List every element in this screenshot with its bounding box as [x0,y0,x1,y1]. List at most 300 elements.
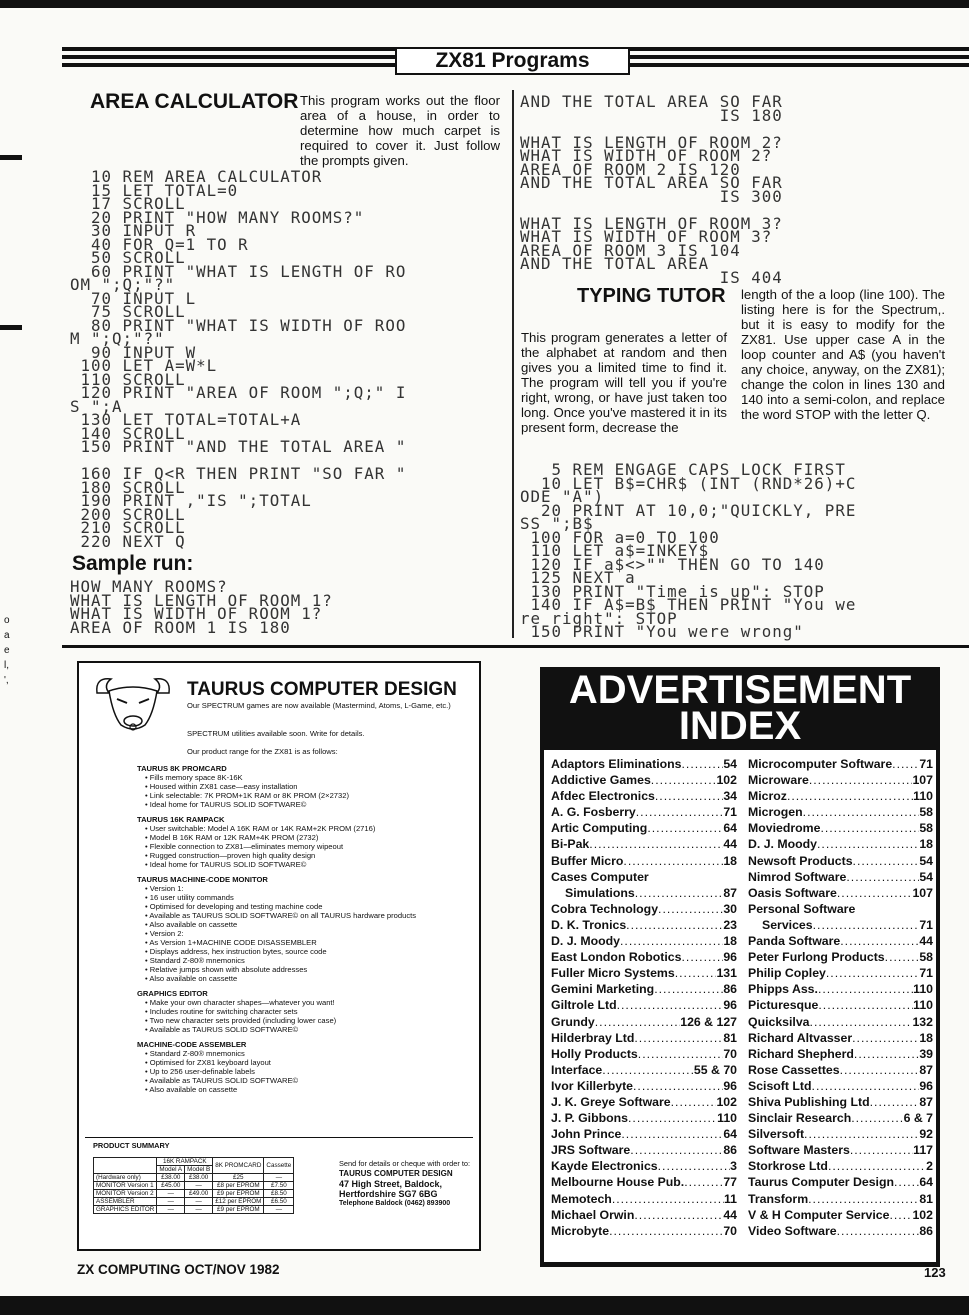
leader-dots [617,997,724,1013]
advertiser-name: D. J. Moody [551,934,621,949]
header-rule [630,55,969,59]
index-entry [748,1223,933,1239]
product-features [137,824,473,869]
page-ref: 3 [730,1159,737,1174]
code-line: 50 SCROLL [70,248,186,267]
summary-row [94,1174,294,1182]
code-line: IS 300 [520,186,783,206]
section-title: ZX81 Programs [395,47,630,75]
index-entry [551,804,737,820]
page-ref: 96 [723,950,737,965]
summary-header [94,1158,157,1174]
summary-cell: — [157,1206,185,1214]
code-line: S ";A [70,396,123,416]
index-entry [551,1062,737,1078]
page-ref: 2 [926,1159,933,1174]
code-line: 20 PRINT "HOW MANY ROOMS?" [70,207,365,227]
column-divider [512,90,514,638]
leader-dots [623,853,723,869]
code-line: WHAT IS WIDTH OF ROOM 2? [520,146,773,165]
index-entry [551,1223,737,1239]
contact-intro: Send for details or cheque with order to: [339,1159,471,1168]
area-calculator-intro: This program works out the floor area of a house, in order to determine how much carpet is required to cover it. Just follow the prompts given. [300,93,500,168]
feature-item: • Relative jumps shown with absolute addresses [145,965,473,974]
summary-cell: £8.50 [264,1190,294,1198]
page-ref: 39 [919,1046,933,1061]
index-entry [551,1142,737,1158]
advertiser-name: Silversoft [748,1127,805,1142]
leader-dots [602,1062,694,1078]
index-entry [748,981,933,997]
page-ref: 64 [919,1175,933,1190]
product-heading: TAURUS MACHINE-CODE MONITOR [137,875,268,884]
code-line: WHAT IS WIDTH OF ROOM 3? [520,227,773,246]
summary-subheader: Model B [185,1166,213,1174]
title-line-2: INDEX [678,704,802,748]
summary-cell: £7.50 [264,1182,294,1190]
leader-dots [634,1207,723,1223]
margin-mark [0,325,22,330]
page-ref: 96 [919,1078,933,1093]
advertiser-name: Rose Cassettes [748,1062,840,1077]
summary-cell: £9 per EPROM [213,1206,264,1214]
code-line: 110 LET a$=INKEY$ [520,541,710,560]
summary-row [94,1198,294,1206]
feature-item: • Ideal home for TAURUS SOLID SOFTWARE© [145,800,473,809]
page-ref: 102 [716,1094,737,1109]
summary-cell: £6.50 [264,1198,294,1206]
advertiser-name: Oasis Software [748,885,837,900]
index-entry [551,836,737,852]
index-entry [748,949,933,965]
leader-dots [671,1094,717,1110]
advertiser-name: A. G. Fosberry [551,805,636,820]
product-summary-title: PRODUCT SUMMARY [93,1141,170,1150]
bull-logo-icon [93,673,173,735]
summary-cell: MONITOR Version 2 [94,1190,157,1198]
advertiser-name: J. P. Gibbons [551,1111,628,1126]
page-ref: 71 [723,805,737,820]
leader-dots [894,1174,919,1190]
leader-dots [803,804,920,820]
product-features [137,998,473,1034]
leader-dots [837,1223,920,1239]
code-line: M ";Q;"?" [70,329,165,348]
leader-dots [892,756,919,772]
leader-dots [675,965,717,981]
leader-dots [654,981,723,997]
code-line: 160 IF Q<R THEN PRINT "SO FAR " [70,464,407,483]
header-rule [62,47,395,51]
code-line: 40 FOR Q=1 TO R [70,234,249,254]
advertiser-name: V & H Computer Service [748,1207,890,1222]
index-entry [551,1110,737,1126]
advertiser-name: Afdec Electronics [551,789,655,804]
leader-dots [787,788,913,804]
leader-dots [837,885,913,901]
advertiser-name: Gemini Marketing [551,982,655,997]
advertiser-name: Microcomputer Software [748,757,893,771]
advertiser-name: Picturesque [748,998,819,1013]
index-entry [748,933,933,949]
leader-dots [820,820,919,836]
page-ref: 86 [919,1223,933,1238]
leader-dots [812,1078,920,1094]
page-ref: 86 [723,1143,737,1158]
index-entry [551,885,737,901]
index-entry [748,756,933,772]
page-ref: 110 [913,982,933,997]
page-ref: 18 [723,853,737,868]
index-entry [748,853,933,869]
advertiser-name: J. K. Greye Software [551,1094,671,1109]
code-line: 140 IF A$=B$ THEN PRINT "You we [520,595,857,614]
page-ref: 81 [919,1191,933,1206]
typing-tutor-text-left: This program generates a letter of the alphabet at random and then gives you a limited time to find it. The program will tell you if you're right, wrong, or have just taken too long. Once you've mastered it in its present form, decrease the [521,330,727,435]
index-entry [551,788,737,804]
index-entry [748,1191,933,1207]
code-line: 120 IF a$<>"" THEN GO TO 140 [520,554,825,574]
advertiser-name: JRS Software [551,1143,631,1158]
leader-dots [658,901,723,917]
summary-header: 8K PROMCARD [213,1158,264,1174]
taurus-title: TAURUS COMPUTER DESIGN [187,679,457,700]
page-ref: 55 & 70 [693,1062,737,1077]
summary-cell: £38.00 [185,1174,213,1182]
advertisement-index-title [540,668,940,748]
top-border [0,0,969,8]
summary-cell: ASSEMBLER [94,1198,157,1206]
summary-header: Cassette [264,1158,294,1174]
product-heading: MACHINE-CODE ASSEMBLER [137,1040,247,1049]
code-line: 150 PRINT "AND THE TOTAL AREA " [70,437,407,456]
leader-dots [853,853,920,869]
code-line: 100 LET A=W*L [70,356,218,375]
page-ref: 64 [723,821,737,836]
summary-cell: — [185,1182,213,1190]
feature-item: • Standard Z-80® mnemonics [145,956,473,965]
advertiser-name: Transform [748,1191,809,1206]
leader-dots [851,1110,903,1126]
page-ref: 18 [919,837,933,852]
advertiser-name: Cobra Technology [551,901,659,916]
code-line: 130 PRINT "Time is up": STOP [520,581,825,601]
section-divider [62,645,969,648]
leader-dots [621,1126,723,1142]
advertiser-name: Simulations [565,885,635,900]
leader-dots [854,1046,919,1062]
page-ref: 126 & 127 [680,1014,737,1029]
leader-dots [846,869,919,885]
page-ref: 30 [723,901,737,916]
product-heading: TAURUS 16K RAMPACK [137,815,225,824]
header-rule [62,55,395,59]
advertiser-name: D. K. Tronics [551,917,627,932]
code-line: 5 REM ENGAGE CAPS LOCK FIRST [520,460,846,479]
margin-mark [0,155,22,160]
page-ref: 70 [723,1046,737,1061]
taurus-advertisement [77,661,481,1251]
sample-run-output [70,577,333,637]
area-calculator-heading: AREA CALCULATOR [90,90,299,113]
index-entry [551,853,737,869]
code-line: 10 REM AREA CALCULATOR [70,167,323,186]
feature-item: • As Version 1+MACHINE CODE DISASSEMBLER [145,938,473,947]
page-ref: 34 [723,789,737,804]
advertiser-name: Storkrose Ltd [748,1159,828,1174]
code-line: WHAT IS LENGTH OF ROOM 3? [520,213,783,233]
contact-name: TAURUS COMPUTER DESIGN [339,1169,453,1178]
advertiser-name: East London Robotics [551,950,682,965]
advertiser-name: Buffer Micro [551,853,624,868]
advertiser-name: Scisoft Ltd [748,1078,812,1093]
index-entry [748,836,933,852]
bottom-border [0,1296,969,1315]
feature-item: • Available as TAURUS SOLID SOFTWARE© [145,1025,473,1034]
index-entry [748,917,933,933]
code-line: AND THE TOTAL AREA [520,254,710,273]
index-entry [748,1110,933,1126]
leader-dots [870,1094,920,1110]
code-line: 120 PRINT "AREA OF ROOM ";Q;" I [70,383,407,402]
sample-run-continued [520,92,783,287]
summary-cell: £49.00 [185,1190,213,1198]
product-heading: GRAPHICS EDITOR [137,989,208,998]
advertiser-name: Video Software [748,1223,837,1238]
advertiser-name: Bi-Pak [551,837,590,852]
leader-dots [681,949,723,965]
index-entry [748,1142,933,1158]
index-column-right [748,756,933,1239]
code-line: 140 SCROLL [70,423,186,443]
feature-item: • Available as TAURUS SOLID SOFTWARE© [145,1076,473,1085]
summary-cell: £25 [213,1174,264,1182]
leader-dots [626,917,723,933]
advertiser-name: Ivor Killerbyte [551,1078,634,1093]
leader-dots [818,981,913,997]
code-line: HOW MANY ROOMS? [70,577,228,596]
leader-dots [635,885,724,901]
advertiser-name: Memotech [551,1191,612,1206]
feature-item: • Version 1: [145,884,473,893]
leader-dots [840,1062,920,1078]
advertiser-name: D. J. Moody [748,837,818,852]
advertiser-name: Hilderbray Ltd [551,1030,635,1045]
advertiser-name: Adaptors Eliminations [551,757,682,771]
index-entry [748,1046,933,1062]
index-entry [748,1062,933,1078]
product-summary-table [93,1157,294,1214]
code-line: 190 PRINT ,"IS ";TOTAL [70,491,312,510]
page-ref: 71 [919,757,933,771]
index-entry [748,1174,933,1190]
code-line: WHAT IS WIDTH OF ROOM 1? [70,604,323,623]
typing-tutor-listing [520,460,857,641]
code-line: 130 LET TOTAL=TOTAL+A [70,410,302,429]
code-line: OM ";Q;"?" [70,275,176,294]
summary-cell: (Hardware only) [94,1174,157,1182]
summary-header: 16K RAMPACK [157,1158,213,1166]
page-ref: 44 [723,837,737,852]
page-ref: 18 [723,934,737,949]
code-line: AND THE TOTAL AREA SO FAR [520,173,783,192]
summary-row [94,1182,294,1190]
advertiser-name: Personal Software [748,901,856,916]
page-ref: 87 [919,1094,933,1109]
code-line: AREA OF ROOM 3 IS 104 [520,240,741,260]
page-ref: 18 [919,1030,933,1045]
code-line: WHAT IS LENGTH OF ROOM 2? [520,132,783,152]
advertiser-name: Richard Shepherd [748,1046,854,1061]
leader-dots [808,1191,919,1207]
advertiser-name: Peter Furlong Products [748,950,885,965]
feature-item: • Make your own character shapes—whatever you want! [145,998,473,1007]
index-entry [748,885,933,901]
index-entry [551,997,737,1013]
page-ref: 23 [723,917,737,932]
advertiser-name: Shiva Publishing Ltd [748,1094,870,1109]
code-line: 10 LET B$=CHR$ (INT (RND*26)+C [520,473,857,493]
page-ref: 131 [716,966,737,981]
code-line: 110 SCROLL [70,369,186,389]
leader-dots [638,1046,724,1062]
code-line: WHAT IS LENGTH OF ROOM 1? [70,590,333,610]
summary-cell: £38.00 [157,1174,185,1182]
advertiser-name: Newsoft Products [748,853,853,868]
leader-dots [647,820,723,836]
index-entry [748,820,933,836]
page-ref: 102 [912,1207,933,1222]
advertiser-name: Microware [748,773,809,788]
page-ref: 110 [717,1111,737,1126]
feature-item: • Standard Z-80® mnemonics [145,1049,473,1058]
code-line: 100 FOR a=0 TO 100 [520,527,720,547]
leader-dots [636,804,724,820]
leader-dots [885,949,920,965]
page-ref: 58 [919,805,933,820]
index-entry [551,1126,737,1142]
page-ref: 54 [723,757,737,771]
code-line: 80 PRINT "WHAT IS WIDTH OF ROO [70,315,407,335]
index-entry [748,1158,933,1174]
index-entry [551,901,737,917]
taurus-intro-games: Our SPECTRUM games are now available (Mastermind, Atoms, L-Game, etc.) [187,701,451,710]
leader-dots [655,788,723,804]
leader-dots [651,772,717,788]
page-ref: 54 [919,869,933,884]
page-ref: 87 [723,885,737,900]
index-entry [551,965,737,981]
advertiser-name: Philip Copley [748,966,826,981]
advertiser-name: Sinclair Research [748,1111,852,1126]
leader-dots [850,1142,913,1158]
page-ref: 92 [919,1127,933,1142]
advertiser-name: Quicksilva [748,1014,810,1029]
code-line: 200 SCROLL [70,504,186,524]
advertiser-name: Moviedrome [748,821,821,836]
product-features [137,884,473,983]
leader-dots [609,1223,723,1239]
advertiser-name: John Prince [551,1127,622,1142]
code-line: AREA OF ROOM 1 IS 180 [70,617,291,637]
code-line: 20 PRINT AT 10,0;"QUICKLY, PRE [520,500,857,520]
feature-item: • Fills memory space 8K-16K [145,773,473,782]
advertiser-name: Panda Software [748,934,841,949]
index-entry [551,756,737,772]
page-ref: 81 [723,1030,737,1045]
index-entry [551,1078,737,1094]
advertiser-name: Kayde Electronics [551,1159,658,1174]
summary-cell: £9 per EPROM [213,1190,264,1198]
page-ref: 96 [723,1078,737,1093]
code-line: 210 SCROLL [70,518,186,537]
code-line: 70 INPUT L [70,288,197,308]
index-entry [551,949,737,965]
code-line: ODE "A") [520,487,605,506]
feature-item: • User switchable: Model A 16K RAM or 14K RAM+2K PROM (2716) [145,824,473,833]
code-line: 220 NEXT Q [70,531,186,551]
header-rule [630,47,969,51]
code-line: AND THE TOTAL AREA SO FAR [520,92,783,111]
index-entry [748,1207,933,1223]
page-ref: 110 [913,789,933,804]
page-ref: 117 [913,1143,933,1158]
summary-divider [85,1137,473,1138]
index-entry [748,997,933,1013]
feature-item: • Optimised for ZX81 keyboard layout [145,1058,473,1067]
feature-item: • Version 2: [145,929,473,938]
feature-item: • 16 user utility commands [145,893,473,902]
leader-dots [817,836,919,852]
summary-cell: MONITOR Version 1 [94,1182,157,1190]
leader-dots [684,1174,723,1190]
code-line: 17 SCROLL [70,194,186,213]
contact-phone: Telephone Baldock (0462) 893900 [339,1200,451,1207]
header-rule [62,63,395,67]
leader-dots [813,917,920,933]
index-entry [551,1030,737,1046]
code-line: 150 PRINT "You were wrong" [520,622,804,641]
feature-item: • Rugged construction—proven high quality design [145,851,473,860]
typing-tutor-text-right: length of the a loop (line 100). The listing here is for the Spectrum,. but it is easy to modify for the ZX81. Use upper case A in the loop counter and A$ (you haven't any choice, anyway, on the ZX81); change the colon in lines 130 and 140 into a semi-colon, and replace the word STOP with the letter Q. [741,287,945,422]
advertiser-name: Microz [748,789,787,804]
leader-dots [804,1126,919,1142]
index-entry [748,804,933,820]
page-ref: 96 [723,998,737,1013]
leader-dots [589,836,723,852]
page-ref: 71 [919,966,933,981]
leader-dots [628,1110,717,1126]
leader-dots [818,997,913,1013]
index-entry [551,1046,737,1062]
summary-cell: — [157,1198,185,1206]
leader-dots [630,1142,723,1158]
feature-item: • Includes routine for switching character sets [145,1007,473,1016]
index-entry [551,820,737,836]
advertiser-name: Services [762,917,813,932]
feature-item: • Displays address, hex instruction bytes, source code [145,947,473,956]
code-line: 30 INPUT R [70,221,197,240]
page-ref: 71 [919,917,933,932]
bleed-text: o a e l, ', [4,615,10,686]
code-line: IS 404 [520,267,783,287]
page-ref: 11 [724,1191,737,1206]
advertiser-name: Software Masters [748,1143,850,1158]
leader-dots [620,933,723,949]
index-entry [748,772,933,788]
feature-item: • Also available on cassette [145,1085,473,1094]
leader-dots [889,1207,912,1223]
